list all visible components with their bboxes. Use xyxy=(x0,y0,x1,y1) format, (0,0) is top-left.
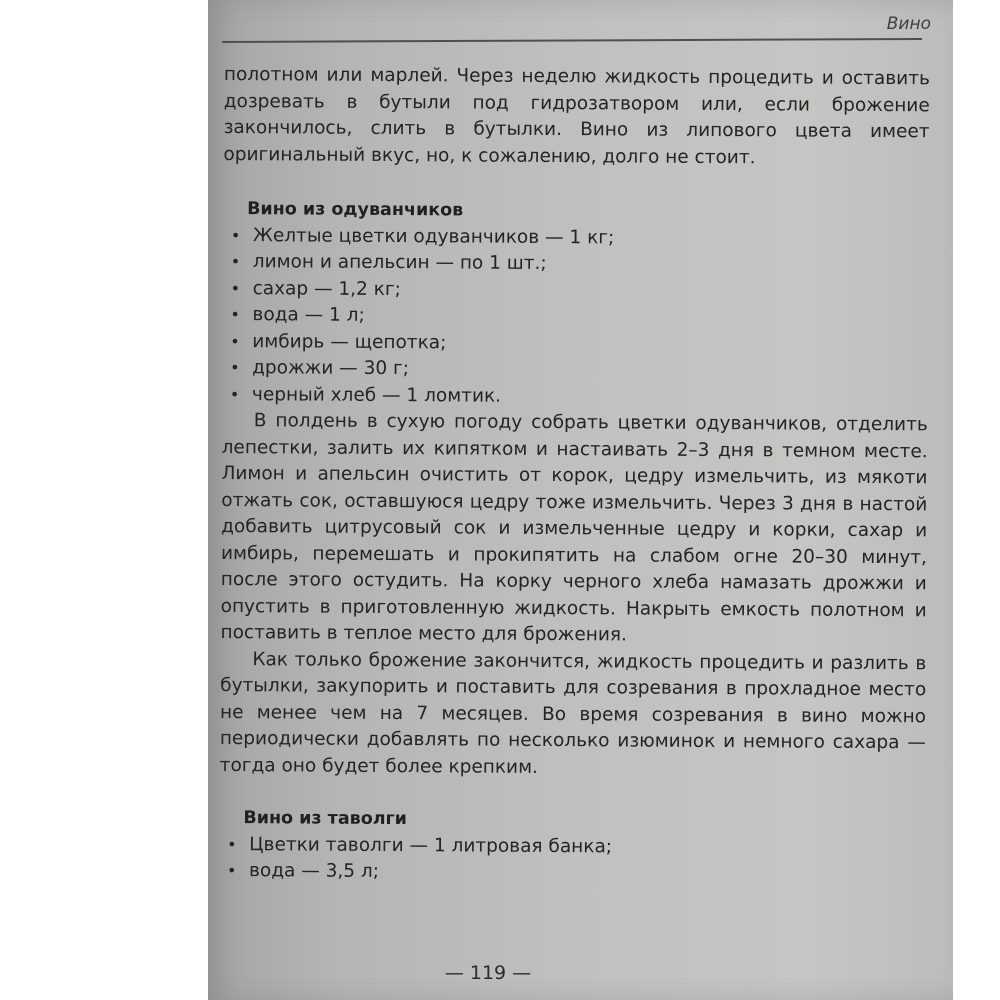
continuation-paragraph: полотном или марлей. Через неделю жидкость процедить и оставить дозревать в бутыли под гидрозатвором или, если брожение закончилось, слить в бутылки. Вино из липового цвета имеет оригинальный вкус, но, к сожалению, долго не стоит. xyxy=(223,63,930,168)
list-item: • имбирь — щепотка; xyxy=(222,328,928,359)
page-number: — 119 — xyxy=(444,962,532,984)
recipe-title-dandelion: Вино из одуванчиков xyxy=(247,199,464,221)
list-item: • вода — 3,5 л; xyxy=(219,858,925,889)
method-paragraph: В полдень в сухую погоду собрать цветки одуванчиков, отделить лепестки, залить их кипятком и настаивать 2–3 дня в темном месте. Лимон и апельсин очистить от корок, цедру измельчить, из мякоти отжать сок, оставшуюся цедру тоже измельчить. Через 3 дня в настой добавить цитрусовый сок и измельченные цедру и корки, сахар и имбирь, перемешать и прокипятить на слабом огне 20–30 минут, после этого остудить. На корку черного хлеба намазать дрожжи и опустить в приготовленную жидкость. Накрыть емкость полотном и поставить в теплое место для брожения. xyxy=(220,410,928,646)
recipe-title-meadowsweet: Вино из таволги xyxy=(243,808,408,830)
bullet-icon: • xyxy=(230,225,241,245)
bullet-icon: • xyxy=(227,861,237,881)
bullet-icon: • xyxy=(230,331,240,351)
list-item: • Желтые цветки одуванчиков — 1 кг; xyxy=(223,222,929,253)
list-item: • вода — 1 л; xyxy=(222,302,928,333)
list-item: • черный хлеб — 1 ломтик. xyxy=(222,381,928,412)
bullet-icon: • xyxy=(230,305,240,325)
method-paragraph: Как только брожение закончится, жидкость процедить и разлить в бутылки, закупорить и поставить для созревания в прохладное место не менее чем на 7 месяцев. Во время созревания в вино можно периодически добавлять по несколько изюминок и немного сахара — тогда оно будет более крепким. xyxy=(219,648,927,778)
bullet-icon: • xyxy=(229,384,240,404)
ingredient-list-meadowsweet xyxy=(219,831,925,888)
bullet-icon: • xyxy=(230,358,240,378)
bullet-icon: • xyxy=(230,278,241,298)
list-item: • сахар — 1,2 кг; xyxy=(223,275,929,306)
page-body xyxy=(219,62,930,889)
ingredient-list-dandelion xyxy=(222,222,929,412)
header-rule xyxy=(222,38,922,43)
running-head: Вино xyxy=(886,14,931,34)
bullet-icon: • xyxy=(227,834,237,854)
list-item: • Цветки таволги — 1 литровая банка; xyxy=(219,831,925,862)
bullet-icon: • xyxy=(230,252,241,272)
list-item: • лимон и апельсин — по 1 шт.; xyxy=(223,249,929,280)
list-item: • дрожжи — 30 г; xyxy=(222,355,928,386)
book-page xyxy=(208,0,953,1000)
